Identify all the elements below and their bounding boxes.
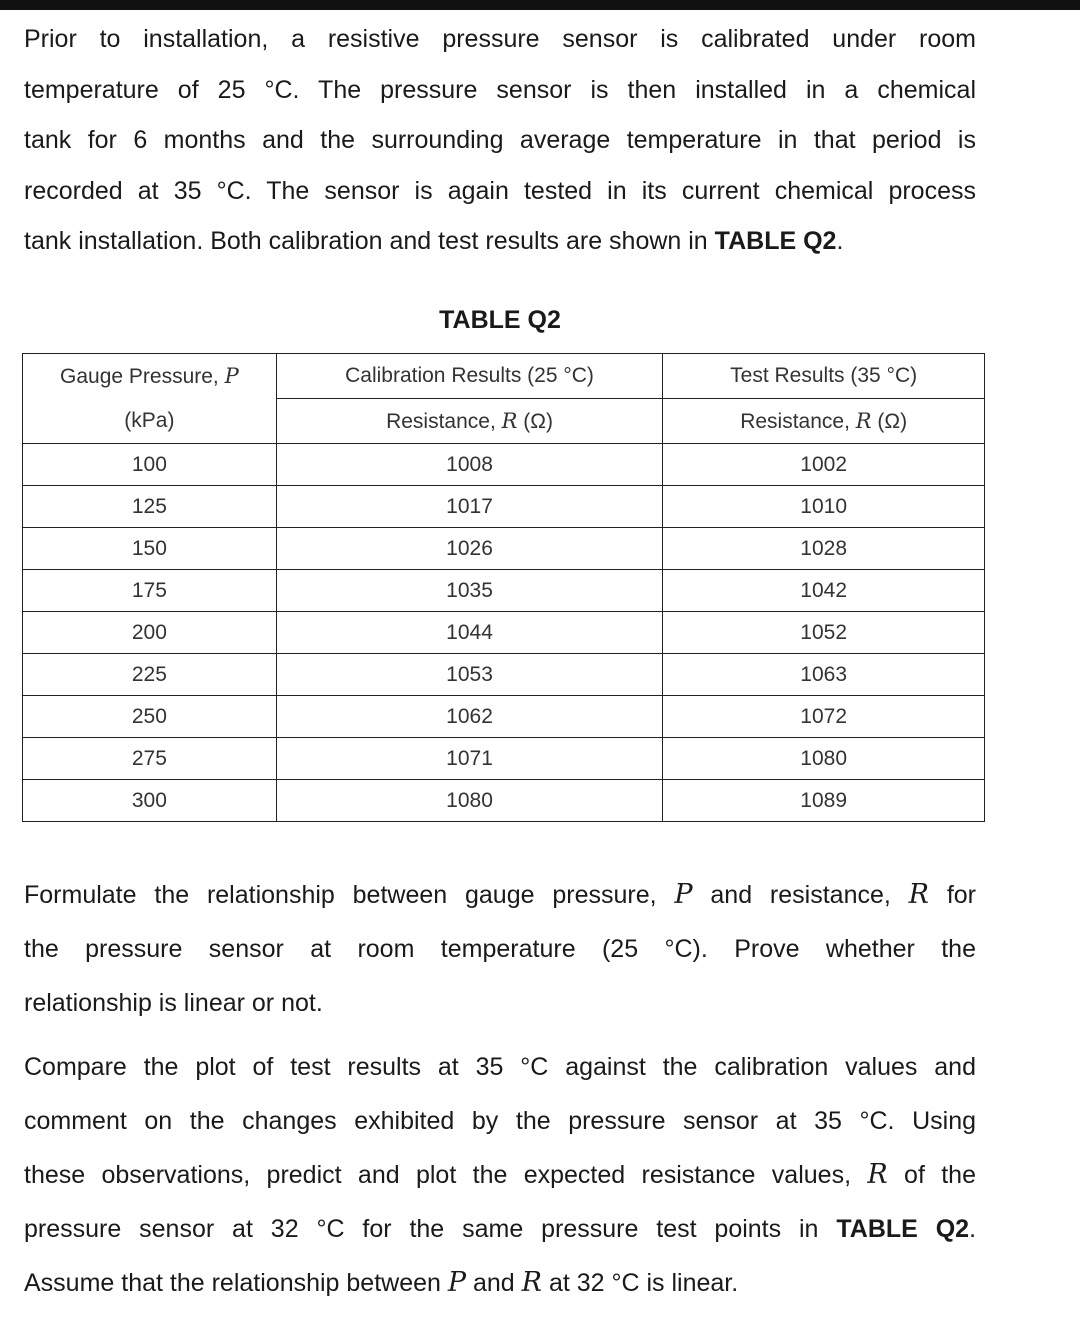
pressure-cell: 300 (23, 780, 277, 822)
resistance-label: Resistance, (386, 409, 502, 433)
pressure-header (23, 354, 277, 399)
resistance-symbol: R (855, 408, 872, 433)
table-reference: TABLE Q2 (836, 1215, 970, 1243)
test-resistance-cell: 1002 (663, 444, 985, 486)
pressure-cell: 150 (23, 528, 277, 570)
test-resistance-cell: 1089 (663, 780, 985, 822)
table-row (23, 486, 985, 528)
table-row (23, 444, 985, 486)
test-resistance-cell: 1028 (663, 528, 985, 570)
calibration-resistance-cell: 1053 (276, 654, 663, 696)
table-row (23, 780, 985, 822)
results-table (22, 353, 985, 822)
question-a-line: the pressure sensor at room temperature (25 °C). Prove whether the (24, 935, 976, 963)
pressure-cell: 125 (23, 486, 277, 528)
question-b-line (24, 1202, 976, 1256)
pressure-symbol: P (447, 1267, 467, 1298)
pressure-cell: 175 (23, 570, 277, 612)
q-text: and (466, 1269, 522, 1297)
test-resistance-cell: 1063 (663, 654, 985, 696)
intro-line: temperature of 25 °C. The pressure sensor is then installed in a chemical (24, 75, 976, 104)
intro-line-last (24, 216, 976, 267)
resistance-symbol: R (908, 879, 929, 910)
table-subheader-row (23, 399, 985, 444)
pressure-unit-header: (kPa) (23, 399, 277, 444)
calibration-resistance-cell: 1035 (276, 570, 663, 612)
table-header-row (23, 354, 985, 399)
pressure-symbol: P (674, 879, 693, 910)
resistance-symbol: R (501, 408, 518, 433)
q-text: pressure sensor at 32 °C for the same pressure test points in (24, 1215, 837, 1243)
intro-line: Prior to installation, a resistive pressure sensor is calibrated under room (24, 25, 976, 53)
question-b-line: Compare the plot of test results at 35 °C against the calibration values and (24, 1053, 976, 1081)
resistance-label: Resistance, (740, 409, 856, 433)
question-b-line: comment on the changes exhibited by the pressure sensor at 35 °C. Using (24, 1107, 976, 1135)
q-text: and resistance, (692, 881, 909, 909)
q-text: Assume that the relationship between (24, 1269, 448, 1297)
resistance-symbol: R (521, 1267, 542, 1298)
test-resistance-header (663, 399, 985, 444)
question-a-line: relationship is linear or not. (24, 989, 323, 1017)
calibration-resistance-cell: 1071 (276, 738, 663, 780)
test-resistance-cell: 1010 (663, 486, 985, 528)
pressure-symbol: P (224, 363, 239, 388)
intro-line: tank for 6 months and the surrounding average temperature in that period is (24, 126, 976, 154)
calibration-header: Calibration Results (25 °C) (276, 354, 663, 399)
q-text: for (929, 881, 977, 909)
table-title: TABLE Q2 (439, 306, 561, 334)
test-header: Test Results (35 °C) (663, 354, 985, 399)
pressure-cell: 225 (23, 654, 277, 696)
intro-paragraph (24, 14, 976, 267)
calibration-resistance-cell: 1026 (276, 528, 663, 570)
intro-line: recorded at 35 °C. The sensor is again tested in its current chemical process (24, 176, 976, 205)
question-b-line (24, 1256, 976, 1310)
table-row (23, 654, 985, 696)
calibration-resistance-header (276, 399, 663, 444)
question-b-line (24, 1148, 976, 1202)
test-resistance-cell: 1080 (663, 738, 985, 780)
pressure-cell: 200 (23, 612, 277, 654)
table-row (23, 570, 985, 612)
table-reference: TABLE Q2 (714, 227, 837, 255)
test-resistance-cell: 1072 (663, 696, 985, 738)
q-text: Formulate the relationship between gauge pressure, (24, 881, 675, 909)
resistance-unit: (Ω) (871, 409, 908, 433)
table-row (23, 696, 985, 738)
intro-period: . (836, 227, 844, 255)
table-row (23, 612, 985, 654)
q-text: . (969, 1215, 977, 1243)
question-a (24, 868, 976, 1030)
calibration-resistance-cell: 1080 (276, 780, 663, 822)
pressure-cell: 275 (23, 738, 277, 780)
table-row (23, 738, 985, 780)
q-text: these observations, predict and plot the expected resistance values, (24, 1161, 868, 1189)
pressure-cell: 250 (23, 696, 277, 738)
pressure-header-text: Gauge Pressure, (60, 364, 225, 388)
question-a-line (24, 868, 976, 922)
top-edge-bar (0, 0, 1080, 10)
calibration-resistance-cell: 1062 (276, 696, 663, 738)
pressure-cell: 100 (23, 444, 277, 486)
calibration-resistance-cell: 1017 (276, 486, 663, 528)
calibration-resistance-cell: 1044 (276, 612, 663, 654)
test-resistance-cell: 1042 (663, 570, 985, 612)
intro-text: tank installation. Both calibration and test results are shown in (24, 227, 715, 255)
question-b (24, 1040, 976, 1310)
resistance-unit: (Ω) (517, 409, 553, 433)
calibration-resistance-cell: 1008 (276, 444, 663, 486)
q-text: of the (887, 1161, 976, 1189)
table-row (23, 528, 985, 570)
resistance-symbol: R (867, 1159, 888, 1190)
test-resistance-cell: 1052 (663, 612, 985, 654)
q-text: at 32 °C is linear. (542, 1269, 739, 1297)
